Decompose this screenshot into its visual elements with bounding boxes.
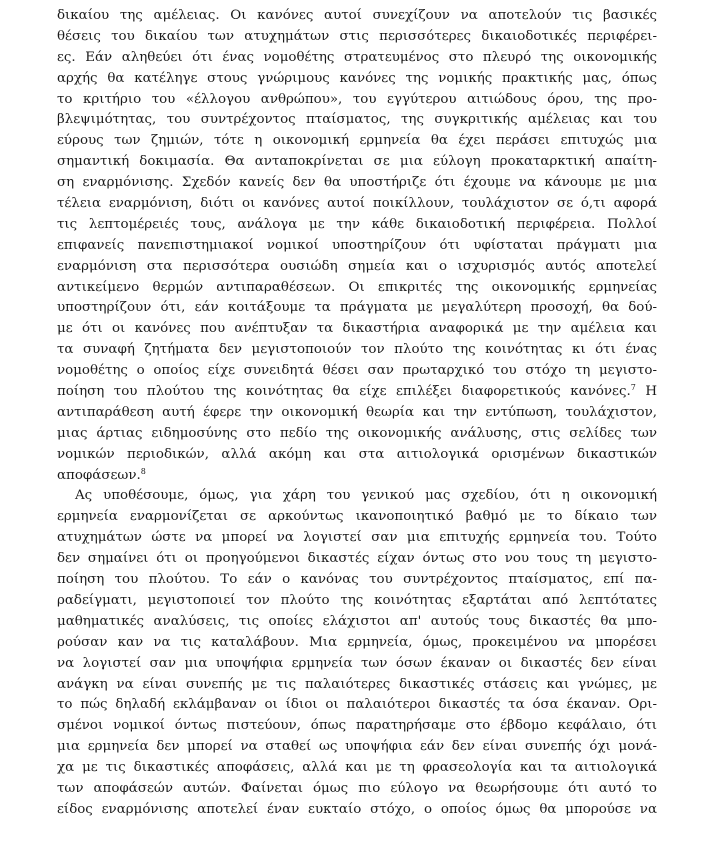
text-line: το κριτήριο του «έλλογου ανθρώπου», του εγγύτερου αιτιώδους όρου, της προ- bbox=[57, 91, 657, 107]
text-line: δεν σημαίνει ότι οι προηγούμενοι δικαστές είχαν όντως στο νου τους τη μεγιστο- bbox=[57, 551, 657, 567]
text-line: επιφανείς πανεπιστημιακοί νομικοί υποστηρίζουν ότι υφίσταται πράγματι μια bbox=[57, 237, 657, 253]
text-line: τα συναφή ζητήματα δεν μεγιστοποιούν τον πλούτο της κοινότητας κι ότι ένας bbox=[57, 342, 657, 358]
text-line: να λογιστεί σαν μια υποψήφια ερμηνεία των όσων έκαναν οι δικαστές δεν είναι bbox=[57, 655, 657, 671]
text-line: μαθηματικές αναλύσεις, τις οποίες ελάχιστοι απ' αυτούς τους δικαστές θα μπο- bbox=[57, 613, 657, 629]
text-line: ρούσαν καν να τις καταλάβουν. Μια ερμηνεία, όμως, προκειμένου να μπορέσει bbox=[57, 634, 657, 650]
text-line: το πώς δηλαδή εκλάμβαναν οι ίδιοι οι παλαιότεροι δικαστές τα όσα έκαναν. Ορι- bbox=[57, 697, 657, 713]
text-line: ερμηνεία εναρμονίζεται σε αρκούντως ικανοποιητικό βαθμό με το δίκαιο των bbox=[57, 509, 657, 525]
document-page bbox=[57, 6, 657, 821]
footnote-marker[interactable]: 8 bbox=[140, 466, 146, 476]
text-line: εναρμόνιση στα περισσότερα ουσιώδη σημεία και ο ισχυρισμός αυτός αποτελεί bbox=[57, 258, 657, 274]
text-line: ατυχημάτων ώστε να μπορεί να λογιστεί σαν μια επιτυχής ερμηνεία του. Τούτο bbox=[57, 530, 657, 546]
text-line: ση εναρμόνισης. Σχεδόν κανείς δεν θα υποστήριζε ότι έχουμε να κάνουμε με μια bbox=[57, 175, 657, 191]
text-line: των αποφάσεών αυτών. Φαίνεται όμως πιο εύλογο να θεωρήσουμε ότι αυτό το bbox=[57, 780, 657, 796]
text-line: είδος εναρμόνισης αποτελεί έναν ευκταίο στόχο, ο οποίος όμως θα μπορούσε να bbox=[57, 801, 657, 817]
text-line: τέλεια εναρμόνιση, διότι οι κανόνες αυτοί ποικίλλουν, τουλάχιστον σε ό,τι αφορά bbox=[57, 196, 657, 212]
text-line: θέσεις του δικαίου των ατυχημάτων στις περισσότερες δικαιοδοτικές περιφέρει- bbox=[57, 28, 657, 44]
text-line: εύρους των ζημιών, τότε η οικονομική ερμηνεία θα έχει περάσει επιτυχώς μια bbox=[57, 133, 657, 149]
text-line: τις λεπτομέρειές τους, ανάλογα με την κάθε δικαιοδοτική περιφέρεια. Πολλοί bbox=[57, 216, 657, 232]
text-line: υποστηρίζουν ότι, εάν κοιτάξουμε τα πράγματα με μεγαλύτερη προσοχή, θα δού- bbox=[57, 300, 657, 316]
text-line bbox=[57, 382, 657, 403]
text-line: αντικείμενο θερμών αντιπαραθέσεων. Οι επικριτές της οικονομικής ερμηνείας bbox=[57, 279, 657, 295]
text-line: με ότι οι κανόνες που ανέπτυξαν τα δικαστήρια αναφορικά με την αμέλεια και bbox=[57, 321, 657, 337]
text-line bbox=[57, 466, 657, 487]
text-line: ραδείγματι, μεγιστοποιεί τον πλούτο της κοινότητας εξαρτάται από λεπτότατες bbox=[57, 592, 657, 608]
paragraph-2 bbox=[57, 486, 657, 820]
text-segment: Η bbox=[635, 384, 657, 400]
text-line: Ας υποθέσουμε, όμως, για χάρη του γενικού μας σχεδίου, ότι η οικονομική bbox=[75, 488, 657, 504]
text-line: σμένοι νομικοί όντως πιστεύουν, όπως παρατηρήσαμε στο έβδομο κεφάλαιο, ότι bbox=[57, 718, 657, 734]
text-line: νομοθέτης ο οποίος είχε συνειδητά θέσει σαν πρωταρχικό του στόχο τη μεγιστο- bbox=[57, 363, 657, 379]
text-segment: αποφάσεων. bbox=[57, 467, 141, 483]
paragraph-1 bbox=[57, 6, 657, 486]
text-line: βλεψιμότητας, του συντρέχοντος πταίσματος, της συγκριτικής αμέλειας και του bbox=[57, 112, 657, 128]
text-line: αντιπαράθεση αυτή έφερε την οικονομική θεωρία και την εντύπωση, τουλάχιστον, bbox=[57, 404, 657, 420]
text-line: δικαίου της αμέλειας. Οι κανόνες αυτοί συνεχίζουν να αποτελούν τις βασικές bbox=[57, 8, 657, 23]
text-line: νομικών περιοδικών, αλλά ακόμη και στα αιτιολογικά ορισμένων δικαστικών bbox=[57, 446, 657, 462]
text-line: αρχής θα κατέληγε στους γνώριμους κανόνες της νομικής πρακτικής μας, όπως bbox=[57, 70, 657, 86]
text-line: μιας άρτιας ειδημοσύνης στο πεδίο της οικονομικής ανάλυσης, στις σελίδες των bbox=[57, 425, 657, 441]
text-line: ανάγκη να είναι συνεπής με τις παλαιότερες δικαστικές στάσεις και γνώμες, με bbox=[57, 676, 657, 692]
text-line: χα με τις δικαστικές αποφάσεις, αλλά και με τη φρασεολογία και τα αιτιολογικά bbox=[57, 760, 657, 776]
text-line: σημαντική δοκιμασία. Θα ανταποκρίνεται σε μια εύλογη προκαταρκτική απαίτη- bbox=[57, 154, 657, 170]
text-line: ες. Εάν αληθεύει ότι ένας νομοθέτης στρατευμένος στο πλευρό της οικονομικής bbox=[57, 49, 657, 65]
footnote-marker[interactable]: 7 bbox=[630, 383, 636, 393]
text-line: ποίηση του πλούτου. Το εάν ο κανόνας του συντρέχοντος πταίσματος, επί πα- bbox=[57, 572, 657, 588]
text-segment: ποίηση του πλούτου της κοινότητας θα είχε επιλέξει διαφορετικούς κανόνες. bbox=[57, 384, 631, 400]
text-line: μια ερμηνεία δεν μπορεί να σταθεί ως υποψήφια εάν δεν είναι συνεπής όχι μονά- bbox=[57, 739, 657, 755]
